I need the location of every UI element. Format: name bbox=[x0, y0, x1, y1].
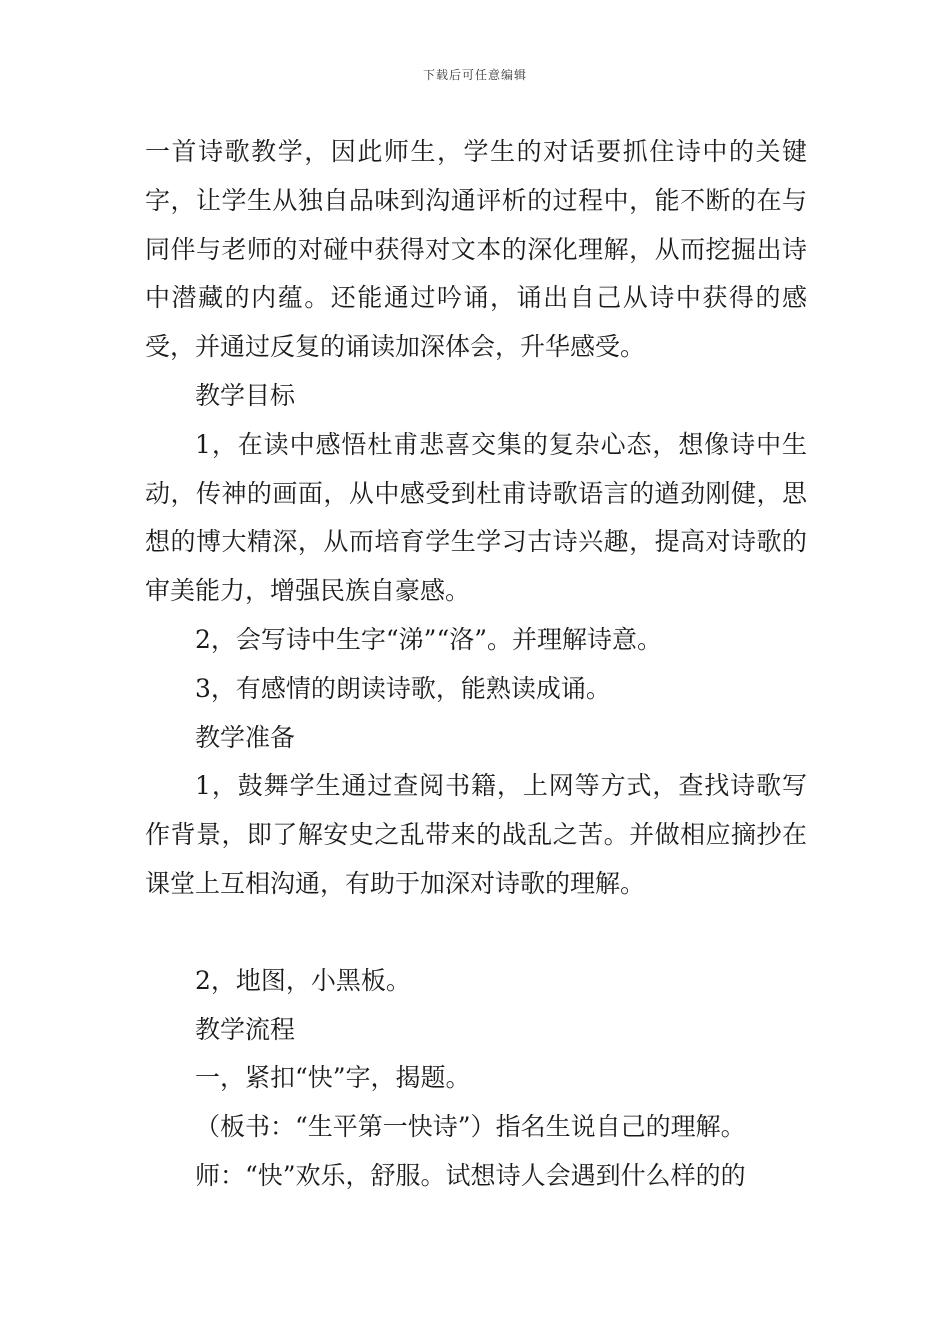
paragraph-goal-3: 3，有感情的朗读诗歌，能熟读成诵。 bbox=[195, 673, 611, 703]
heading-teaching-goals: 教学目标 bbox=[195, 380, 296, 410]
paragraph-step-1: 一，紧扣“快”字，揭题。 bbox=[195, 1063, 471, 1093]
heading-teaching-preparation: 教学准备 bbox=[195, 722, 296, 752]
paragraph-prep-2: 2，地图，小黑板。 bbox=[195, 965, 411, 995]
document-body bbox=[145, 128, 807, 1201]
paragraph-prep-1: 1，鼓舞学生通过查阅书籍，上网等方式，查找诗歌写作背景，即了解安史之乱带来的战乱之苦。并做相应摘抄在课堂上互相沟通，有助于加深对诗歌的理解。 bbox=[145, 771, 807, 898]
paragraph-teacher: 师：“快”欢乐，舒服。试想诗人会遇到什么样的的 bbox=[195, 1160, 746, 1190]
paragraph-blackboard: （板书：“生平第一快诗”）指名生说自己的理解。 bbox=[195, 1112, 746, 1142]
page-header: 下载后可任意编辑 bbox=[422, 68, 527, 82]
paragraph-intro: 一首诗歌教学，因此师生，学生的对话要抓住诗中的关键字，让学生从独自品味到沟通评析的过程中，能不断的在与同伴与老师的对碰中获得对文本的深化理解，从而挖掘出诗中潜藏的内蕴。还能通过吟诵，诵出自己从诗中获得的感受，并通过反复的诵读加深体会，升华感受。 bbox=[145, 137, 807, 362]
paragraph-goal-1: 1，在读中感悟杜甫悲喜交集的复杂心态，想像诗中生动，传神的画面，从中感受到杜甫诗歌语言的遒劲刚健，思想的博大精深，从而培育学生学习古诗兴趣，提高对诗歌的审美能力，增强民族自豪感。 bbox=[145, 429, 807, 606]
paragraph-goal-2: 2，会写诗中生字“涕”“洛”。并理解诗意。 bbox=[195, 624, 663, 654]
blank-line bbox=[145, 909, 807, 957]
heading-teaching-process: 教学流程 bbox=[195, 1014, 296, 1044]
